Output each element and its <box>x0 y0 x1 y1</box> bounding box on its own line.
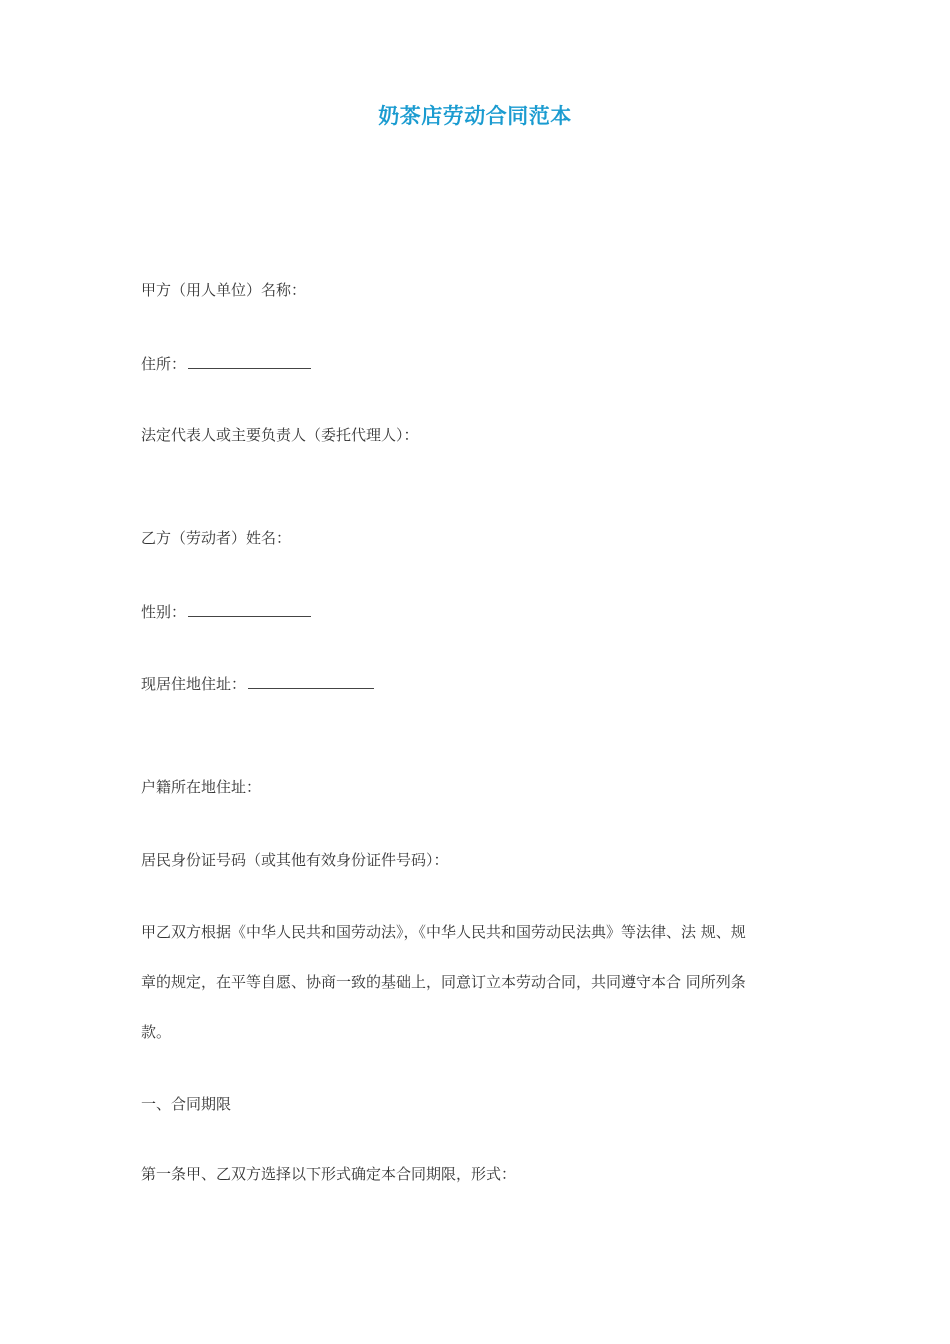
current-address-line <box>141 674 374 694</box>
address-blank <box>188 354 311 369</box>
address-line <box>141 354 311 374</box>
preamble-line-1: 甲乙双方根据《中华人民共和国劳动法》，《中华人民共和国劳动民法典》等法律、法 规、规 <box>141 923 746 941</box>
gender-blank <box>188 602 311 617</box>
party-b-name-label: 乙方（劳动者）姓名： <box>141 529 292 547</box>
household-address-label: 户籍所在地住址： <box>141 778 262 796</box>
party-a-name-line <box>141 280 306 300</box>
article-1: 第一条甲、乙双方选择以下形式确定本合同期限，形式： <box>141 1165 517 1183</box>
current-address-label: 现居住地住址： <box>141 675 247 693</box>
section-1-heading: 一、合同期限 <box>141 1095 232 1113</box>
preamble-line-3: 款。 <box>141 1023 172 1041</box>
household-address-line <box>141 777 261 797</box>
document-title: 奶茶店劳动合同范本 <box>378 104 572 128</box>
preamble-line-2: 章的规定，在平等自愿、协商一致的基础上，同意订立本劳动合同，共同遵守本合 同所列条 <box>141 973 746 991</box>
party-b-name-line <box>141 528 291 548</box>
id-number-line <box>141 850 449 870</box>
legal-rep-label: 法定代表人或主要负责人（委托代理人）： <box>141 426 419 444</box>
id-number-label: 居民身份证号码（或其他有效身份证件号码）： <box>141 851 449 869</box>
current-address-blank <box>248 674 374 689</box>
gender-line <box>141 602 311 622</box>
legal-rep-line <box>141 425 419 445</box>
address-label: 住所： <box>141 355 187 373</box>
gender-label: 性别： <box>141 603 187 621</box>
party-a-name-label: 甲方（用人单位）名称： <box>141 281 307 299</box>
